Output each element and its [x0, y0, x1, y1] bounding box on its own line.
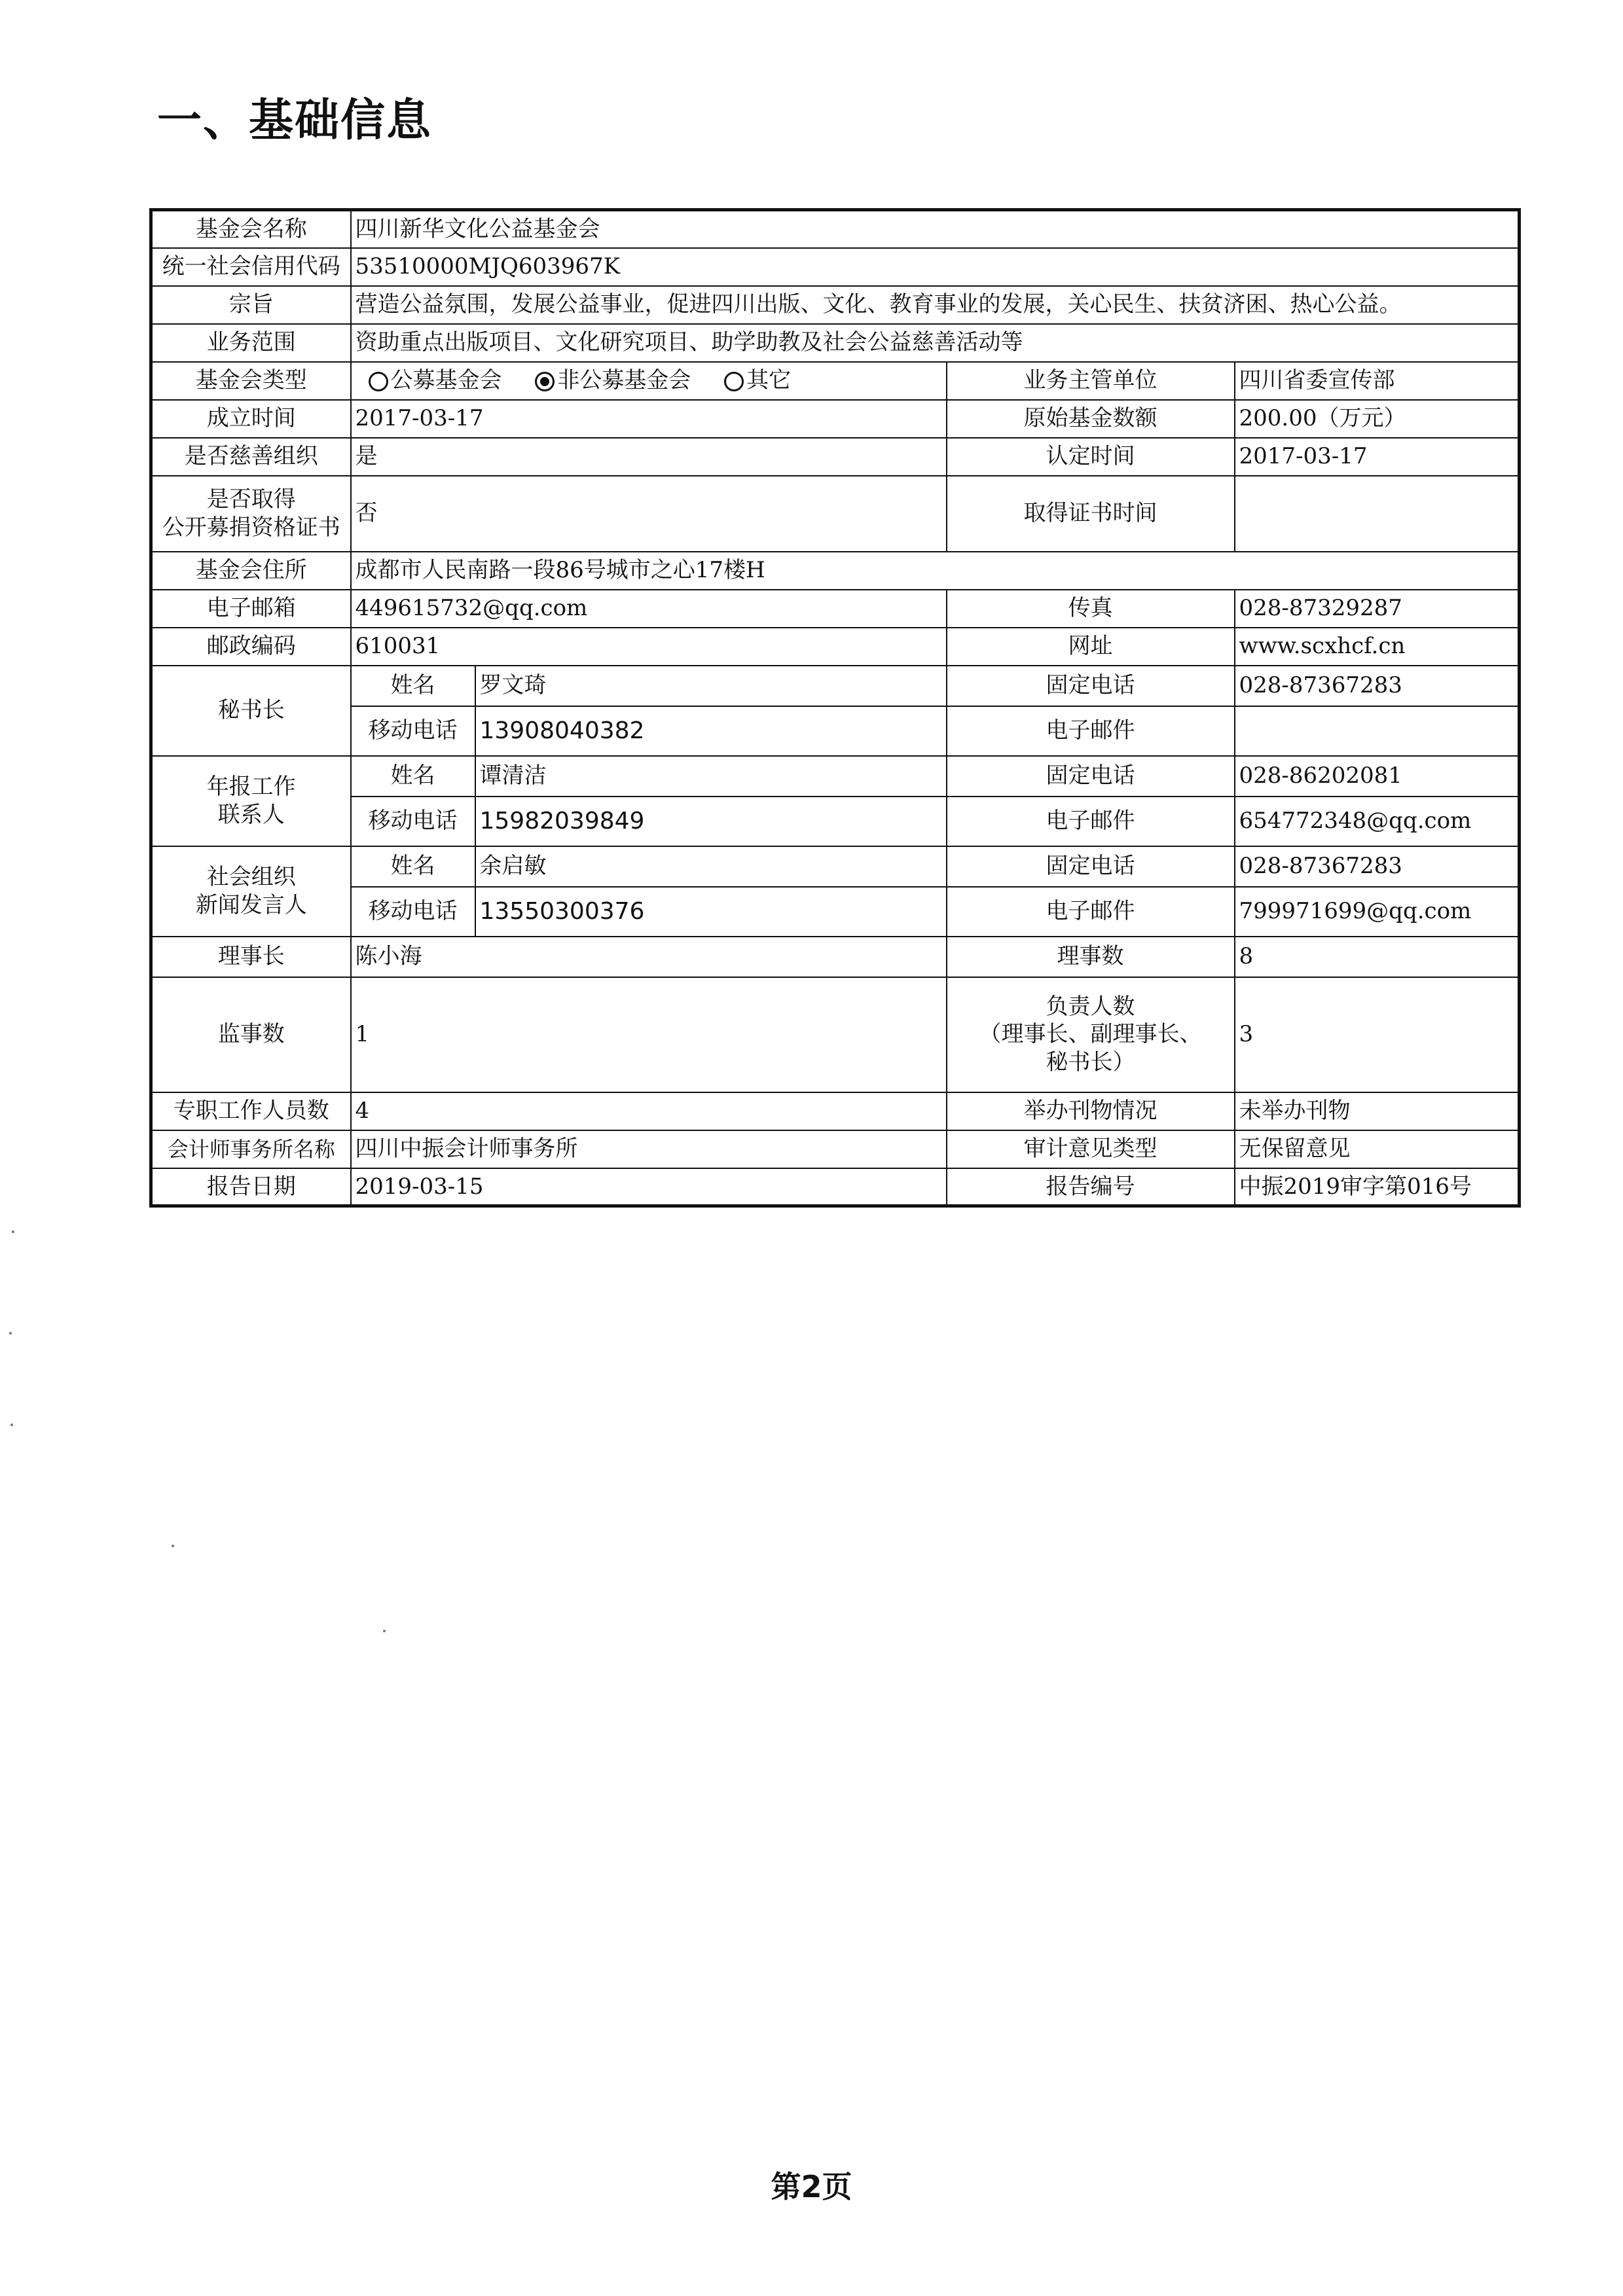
- table-row: [151, 362, 1520, 400]
- purpose: 营造公益氛围，发展公益事业，促进四川出版、文化、教育事业的发展，关心民生、扶贫济困、热心公益。: [351, 286, 1520, 324]
- secretary-role: 秘书长: [151, 666, 351, 756]
- public-fundraising-label: [151, 476, 351, 552]
- table-row: [151, 706, 1520, 756]
- founded-label: 成立时间: [151, 400, 351, 438]
- table-row: [151, 1130, 1520, 1168]
- supervisor-label: 业务主管单位: [947, 362, 1235, 400]
- annual-phone: 028-86202081: [1235, 756, 1520, 797]
- page-number: 第2页: [771, 2169, 852, 2204]
- leaders-label-line2: （理事长、副理事长、: [979, 1021, 1202, 1048]
- business-scope: 资助重点出版项目、文化研究项目、助学助教及社会公益慈善活动等: [351, 324, 1520, 362]
- radio-nonpublic-foundation[interactable]: [535, 372, 555, 391]
- radio-public-foundation[interactable]: [369, 372, 388, 391]
- report-number: 中振2019审字第016号: [1235, 1168, 1520, 1206]
- spokesperson-mobile-label: 移动电话: [351, 887, 475, 937]
- table-row: [151, 1092, 1520, 1130]
- table-row: [151, 1168, 1520, 1206]
- public-label-line1: 是否取得: [206, 486, 296, 512]
- spokesperson-email: 799971699@qq.com: [1235, 887, 1520, 937]
- option-public-foundation: 公募基金会: [390, 367, 502, 394]
- foundation-name: 四川新华文化公益基金会: [351, 210, 1520, 248]
- option-other: 其它: [746, 367, 792, 394]
- table-row: [151, 552, 1520, 590]
- table-row: [151, 666, 1520, 706]
- directors-label: 理事数: [947, 937, 1235, 977]
- annual-contact-role: [151, 756, 351, 846]
- foundation-type-options: [351, 362, 947, 400]
- credit-code: 53510000MJQ603967K: [351, 248, 1520, 286]
- leaders-label-line3: 秘书长）: [1046, 1049, 1135, 1075]
- scan-speck: [12, 1230, 14, 1233]
- credit-code-label: 统一社会信用代码: [151, 248, 351, 286]
- spokesperson-phone: 028-87367283: [1235, 846, 1520, 887]
- table-row: [151, 628, 1520, 666]
- fund-label: 原始基金数额: [947, 400, 1235, 438]
- address: 成都市人民南路一段86号城市之心17楼H: [351, 552, 1520, 590]
- annual-email-label: 电子邮件: [947, 797, 1235, 846]
- cert-time-label: 取得证书时间: [947, 476, 1235, 552]
- table-row: [151, 210, 1520, 248]
- scope-label: 业务范围: [151, 324, 351, 362]
- founded-date: 2017-03-17: [351, 400, 947, 438]
- supervisors-label: 监事数: [151, 977, 351, 1092]
- name-label: 基金会名称: [151, 210, 351, 248]
- section-heading: 一、基础信息: [157, 95, 433, 147]
- table-row: [151, 977, 1520, 1092]
- spokesperson-phone-label: 固定电话: [947, 846, 1235, 887]
- charity-value: 是: [351, 438, 947, 476]
- leaders-label: [947, 977, 1235, 1092]
- secretary-phone-label: 固定电话: [947, 666, 1235, 706]
- public-label-line2: 公开募捐资格证书: [162, 514, 340, 541]
- annual-role-line2: 联系人: [217, 801, 285, 828]
- website: www.scxhcf.cn: [1235, 628, 1520, 666]
- supervisor: 四川省委宣传部: [1235, 362, 1520, 400]
- annual-mobile: 15982039849: [475, 797, 947, 846]
- secretary-name-label: 姓名: [351, 666, 475, 706]
- charity-label: 是否慈善组织: [151, 438, 351, 476]
- spokesperson-name-label: 姓名: [351, 846, 475, 887]
- publication: 未举办刊物: [1235, 1092, 1520, 1130]
- scan-speck: [383, 1630, 386, 1632]
- secretary-email: [1235, 706, 1520, 756]
- secretary-phone: 028-87367283: [1235, 666, 1520, 706]
- table-row: [151, 756, 1520, 797]
- spokesperson-name: 余启敏: [475, 846, 947, 887]
- scan-speck: [9, 1332, 12, 1335]
- table-row: [151, 846, 1520, 887]
- table-row: [151, 590, 1520, 628]
- annual-name-label: 姓名: [351, 756, 475, 797]
- table-row: [151, 476, 1520, 552]
- accounting-firm: 四川中振会计师事务所: [351, 1130, 947, 1168]
- secretary-mobile-label: 移动电话: [351, 706, 475, 756]
- annual-phone-label: 固定电话: [947, 756, 1235, 797]
- fax-label: 传真: [947, 590, 1235, 628]
- spokesperson-mobile: 13550300376: [475, 887, 947, 937]
- leaders-label-line1: 负责人数: [1046, 993, 1135, 1020]
- radio-other[interactable]: [724, 372, 744, 391]
- table-row: [151, 400, 1520, 438]
- table-row: [151, 937, 1520, 977]
- annual-mobile-label: 移动电话: [351, 797, 475, 846]
- table-row: [151, 438, 1520, 476]
- annual-email: 654772348@qq.com: [1235, 797, 1520, 846]
- spokesperson-role-line1: 社会组织: [206, 864, 296, 890]
- scan-speck: [10, 1424, 13, 1426]
- directors: 8: [1235, 937, 1520, 977]
- supervisors: 1: [351, 977, 947, 1092]
- option-nonpublic-foundation: 非公募基金会: [557, 367, 691, 394]
- email-label: 电子邮箱: [151, 590, 351, 628]
- original-fund: 200.00（万元）: [1235, 400, 1520, 438]
- address-label: 基金会住所: [151, 552, 351, 590]
- table-row: [151, 324, 1520, 362]
- chairman: 陈小海: [351, 937, 947, 977]
- spokesperson-role: [151, 846, 351, 937]
- secretary-name: 罗文琦: [475, 666, 947, 706]
- annual-role-line1: 年报工作: [206, 774, 296, 800]
- firm-label: 会计师事务所名称: [151, 1130, 351, 1168]
- foundation-type-label: 基金会类型: [151, 362, 351, 400]
- staff: 4: [351, 1092, 947, 1130]
- report-date-label: 报告日期: [151, 1168, 351, 1206]
- table-row: [151, 887, 1520, 937]
- leaders: 3: [1235, 977, 1520, 1092]
- secretary-email-label: 电子邮件: [947, 706, 1235, 756]
- report-date: 2019-03-15: [351, 1168, 947, 1206]
- audit-opinion: 无保留意见: [1235, 1130, 1520, 1168]
- public-fundraising-value: 否: [351, 476, 947, 552]
- table-row: [151, 248, 1520, 286]
- website-label: 网址: [947, 628, 1235, 666]
- chairman-label: 理事长: [151, 937, 351, 977]
- cert-time: [1235, 476, 1520, 552]
- purpose-label: 宗旨: [151, 286, 351, 324]
- certified-date: 2017-03-17: [1235, 438, 1520, 476]
- postcode: 610031: [351, 628, 947, 666]
- table-row: [151, 286, 1520, 324]
- postcode-label: 邮政编码: [151, 628, 351, 666]
- spokesperson-role-line2: 新闻发言人: [195, 891, 307, 918]
- publication-label: 举办刊物情况: [947, 1092, 1235, 1130]
- staff-label: 专职工作人员数: [151, 1092, 351, 1130]
- certified-label: 认定时间: [947, 438, 1235, 476]
- annual-name: 谭清洁: [475, 756, 947, 797]
- table-row: [151, 797, 1520, 846]
- scan-speck: [172, 1545, 174, 1547]
- email: 449615732@qq.com: [351, 590, 947, 628]
- fax: 028-87329287: [1235, 590, 1520, 628]
- audit-label: 审计意见类型: [947, 1130, 1235, 1168]
- secretary-mobile: 13908040382: [475, 706, 947, 756]
- spokesperson-email-label: 电子邮件: [947, 887, 1235, 937]
- basic-info-table: [149, 208, 1521, 1208]
- report-no-label: 报告编号: [947, 1168, 1235, 1206]
